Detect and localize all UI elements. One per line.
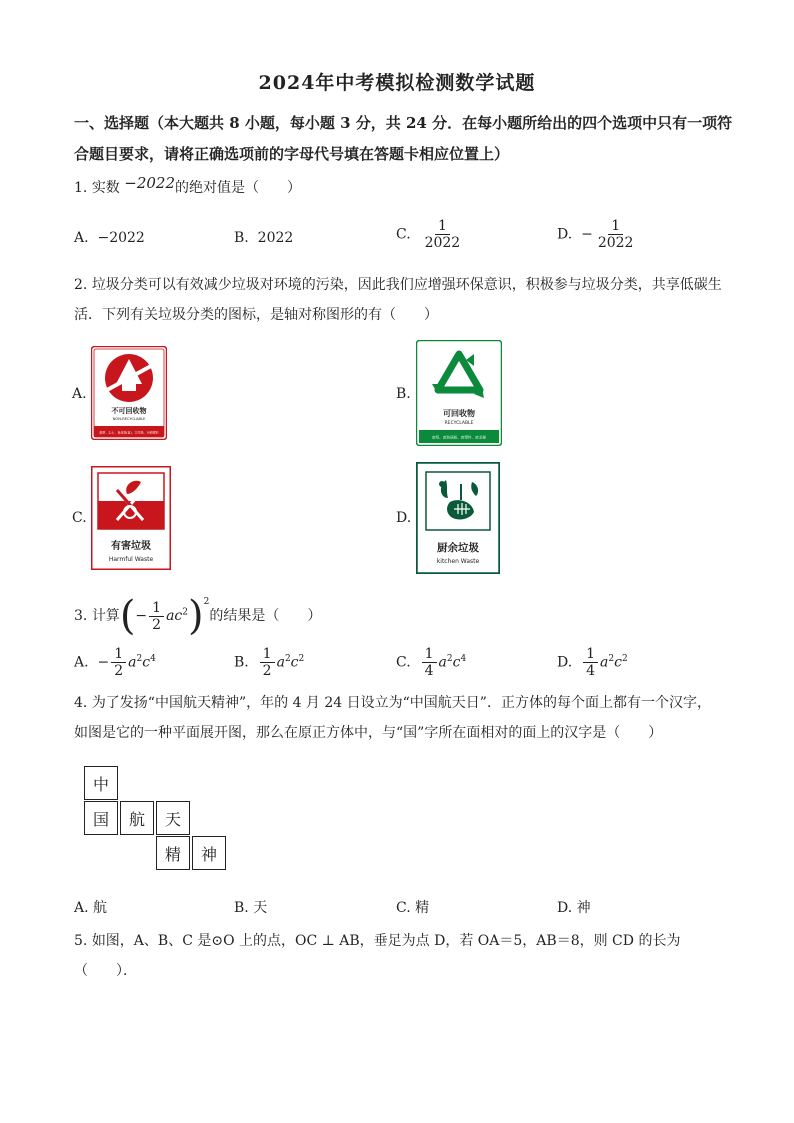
non-recyclable-icon: [105, 354, 153, 402]
sign-cn-label: 厨余垃圾: [437, 542, 479, 554]
math-variable: a: [276, 654, 285, 671]
fraction-numerator: 1: [260, 646, 275, 663]
fraction-denominator: 2: [152, 616, 162, 633]
fraction: [595, 218, 637, 251]
question-text: 如图，A、B、C 是⊙O 上的点，OC ⊥ AB，垂足为点 D，若 OA＝5，AB＝8，则 CD 的长为: [91, 933, 681, 949]
sign-cn-label: 有害垃圾: [111, 541, 151, 552]
q4-option-c[interactable]: [396, 896, 429, 920]
math-variable: ac: [166, 608, 183, 624]
q4-option-a[interactable]: [74, 896, 107, 920]
option-label: A.: [74, 654, 89, 671]
question-text: 垃圾分类可以有效减少垃圾对环境的污染，因此我们应增强环保意识，积极参与垃圾分类，共享低碳生: [91, 277, 722, 293]
question-text: 计算: [91, 608, 120, 624]
page-title: 2024年中考模拟检测数学试题: [258, 72, 536, 94]
option-label: D.: [557, 226, 573, 243]
exponent: 2: [608, 653, 615, 664]
question-2-stem: [74, 270, 734, 330]
cube-face-jing: 精: [156, 836, 190, 870]
sign-en-label: Harmful Waste: [108, 556, 154, 563]
fraction: [583, 646, 598, 679]
q1-option-d[interactable]: [557, 218, 638, 251]
question-text: 的绝对值是（ ）: [175, 180, 302, 196]
fraction-denominator: 2: [262, 663, 272, 679]
fraction-numerator: 1: [149, 600, 164, 617]
option-value: 2022: [257, 230, 294, 246]
math-variable: a: [438, 654, 447, 671]
exponent: 2: [203, 597, 210, 608]
option-label: B.: [234, 900, 249, 916]
question-text: 为了发扬“中国航天精神”，年的 4 月 24 日设立为“中国航天日”．正方体的每个面上都有一个汉字，: [91, 695, 711, 711]
math-variable: c: [142, 654, 151, 671]
option-label: A.: [74, 230, 89, 246]
kitchen-waste-sign[interactable]: [416, 462, 500, 574]
fraction: [422, 646, 437, 679]
fraction-numerator: 1: [435, 218, 450, 235]
sign-footer-text: 烟蒂、尘土、食品袋(盒)、卫生纸、污损塑料: [99, 430, 159, 435]
option-value: 航: [93, 900, 108, 916]
option-value: 精: [415, 900, 430, 916]
fraction: [260, 646, 275, 679]
fraction: [149, 600, 164, 633]
option-label: B.: [234, 654, 249, 671]
q3-option-c[interactable]: [396, 646, 466, 679]
sign-en-label: kitchen Waste: [436, 558, 480, 565]
fraction: [422, 218, 464, 251]
question-1-stem: [74, 172, 301, 203]
exponent: 2: [182, 607, 188, 618]
fraction-denominator: 4: [586, 663, 596, 679]
sign-en-label: RECYCLABLE: [444, 421, 474, 426]
minus-sign: −: [581, 226, 593, 243]
q2-option-d-label[interactable]: D.: [396, 510, 412, 526]
harmful-waste-sign[interactable]: [91, 466, 171, 570]
exponent: 2: [136, 653, 143, 664]
minus-sign: −: [97, 654, 110, 671]
option-label: C.: [396, 226, 411, 243]
math-variable: c: [290, 654, 299, 671]
fraction-numerator: 1: [422, 646, 437, 663]
q1-option-a[interactable]: [74, 226, 145, 250]
question-number: 5.: [74, 933, 88, 949]
option-label: C.: [396, 900, 411, 916]
q1-option-c[interactable]: [396, 218, 465, 251]
q3-option-d[interactable]: [557, 646, 628, 679]
math-variable: a: [128, 654, 137, 671]
q1-option-b[interactable]: [234, 226, 293, 250]
question-3-stem: [74, 593, 322, 639]
q2-option-b-label[interactable]: B.: [396, 386, 411, 402]
cube-face-guo: 国: [84, 801, 118, 835]
fraction-numerator: 1: [608, 218, 623, 235]
fraction: [111, 646, 126, 679]
option-value: −2022: [97, 230, 145, 246]
left-paren: (: [119, 593, 136, 639]
option-label: D.: [557, 654, 573, 671]
math-variable: a: [600, 654, 609, 671]
cube-face-tian: 天: [156, 801, 190, 835]
q4-option-b[interactable]: [234, 896, 267, 920]
fraction-denominator: 2022: [424, 235, 461, 251]
question-number: 1.: [74, 180, 88, 196]
option-value: 天: [253, 900, 268, 916]
option-label: A.: [74, 900, 89, 916]
sign-cn-label: 不可回收物: [111, 407, 147, 415]
q4-option-d[interactable]: [557, 896, 591, 920]
question-number: 4.: [74, 695, 88, 711]
sign-cn-label: 可回收物: [443, 409, 475, 418]
math-variable: c: [452, 654, 461, 671]
exponent: 2: [284, 653, 291, 664]
option-label: B.: [234, 230, 249, 246]
option-value: 神: [576, 900, 591, 916]
option-label: C.: [396, 654, 411, 671]
question-text: （ ）．: [74, 963, 137, 979]
fraction-denominator: 4: [424, 663, 434, 679]
question-number: 3.: [74, 608, 88, 624]
cube-face-hang: 航: [120, 801, 154, 835]
fraction-denominator: 2: [114, 663, 124, 679]
fraction-denominator: 2022: [597, 235, 634, 251]
question-text: 如图是它的一种平面展开图，那么在原正方体中，与“国”字所在面相对的面上的汉字是（ ）: [74, 725, 663, 741]
option-label: D.: [557, 900, 573, 916]
exponent: 2: [298, 653, 305, 664]
question-number: 2.: [74, 277, 88, 293]
q3-option-a[interactable]: [74, 646, 156, 679]
cube-face-zhong: 中: [84, 766, 118, 800]
recyclable-sign[interactable]: [416, 340, 502, 446]
exponent: 2: [621, 653, 628, 664]
question-5-stem: [74, 926, 734, 986]
non-recyclable-sign[interactable]: [91, 346, 167, 440]
exponent: 4: [460, 653, 467, 664]
q3-option-b[interactable]: [234, 646, 304, 679]
q2-option-c-label[interactable]: C.: [72, 510, 87, 526]
question-4-stem: [74, 688, 734, 748]
exponent: 2: [446, 653, 453, 664]
math-value: −2022: [124, 174, 176, 192]
fraction-numerator: 1: [583, 646, 598, 663]
q2-option-a-label[interactable]: A.: [72, 386, 87, 402]
exponent: 4: [150, 653, 156, 664]
right-paren: ): [188, 593, 204, 639]
section-heading: 一、选择题（本大题共 8 小题，每小题 3 分，共 24 分．在每小题所给出的四个选项中只有一项符合题目要求，请将正确选项前的字母代号填在答题卡相应位置上）: [74, 114, 733, 163]
question-text: 活．下列有关垃圾分类的图标，是轴对称图形的有（ ）: [74, 307, 438, 323]
question-text: 实数: [91, 180, 120, 196]
sign-en-label: NON-RECYCLABLE: [112, 417, 146, 421]
math-variable: c: [614, 654, 622, 671]
fraction-numerator: 1: [111, 646, 126, 663]
minus-sign: −: [135, 608, 148, 624]
sign-footer-text: 废纸、废玻璃瓶、废塑料、废金属: [432, 435, 486, 440]
question-text: 的结果是（ ）: [209, 608, 322, 624]
cube-face-shen: 神: [192, 836, 226, 870]
